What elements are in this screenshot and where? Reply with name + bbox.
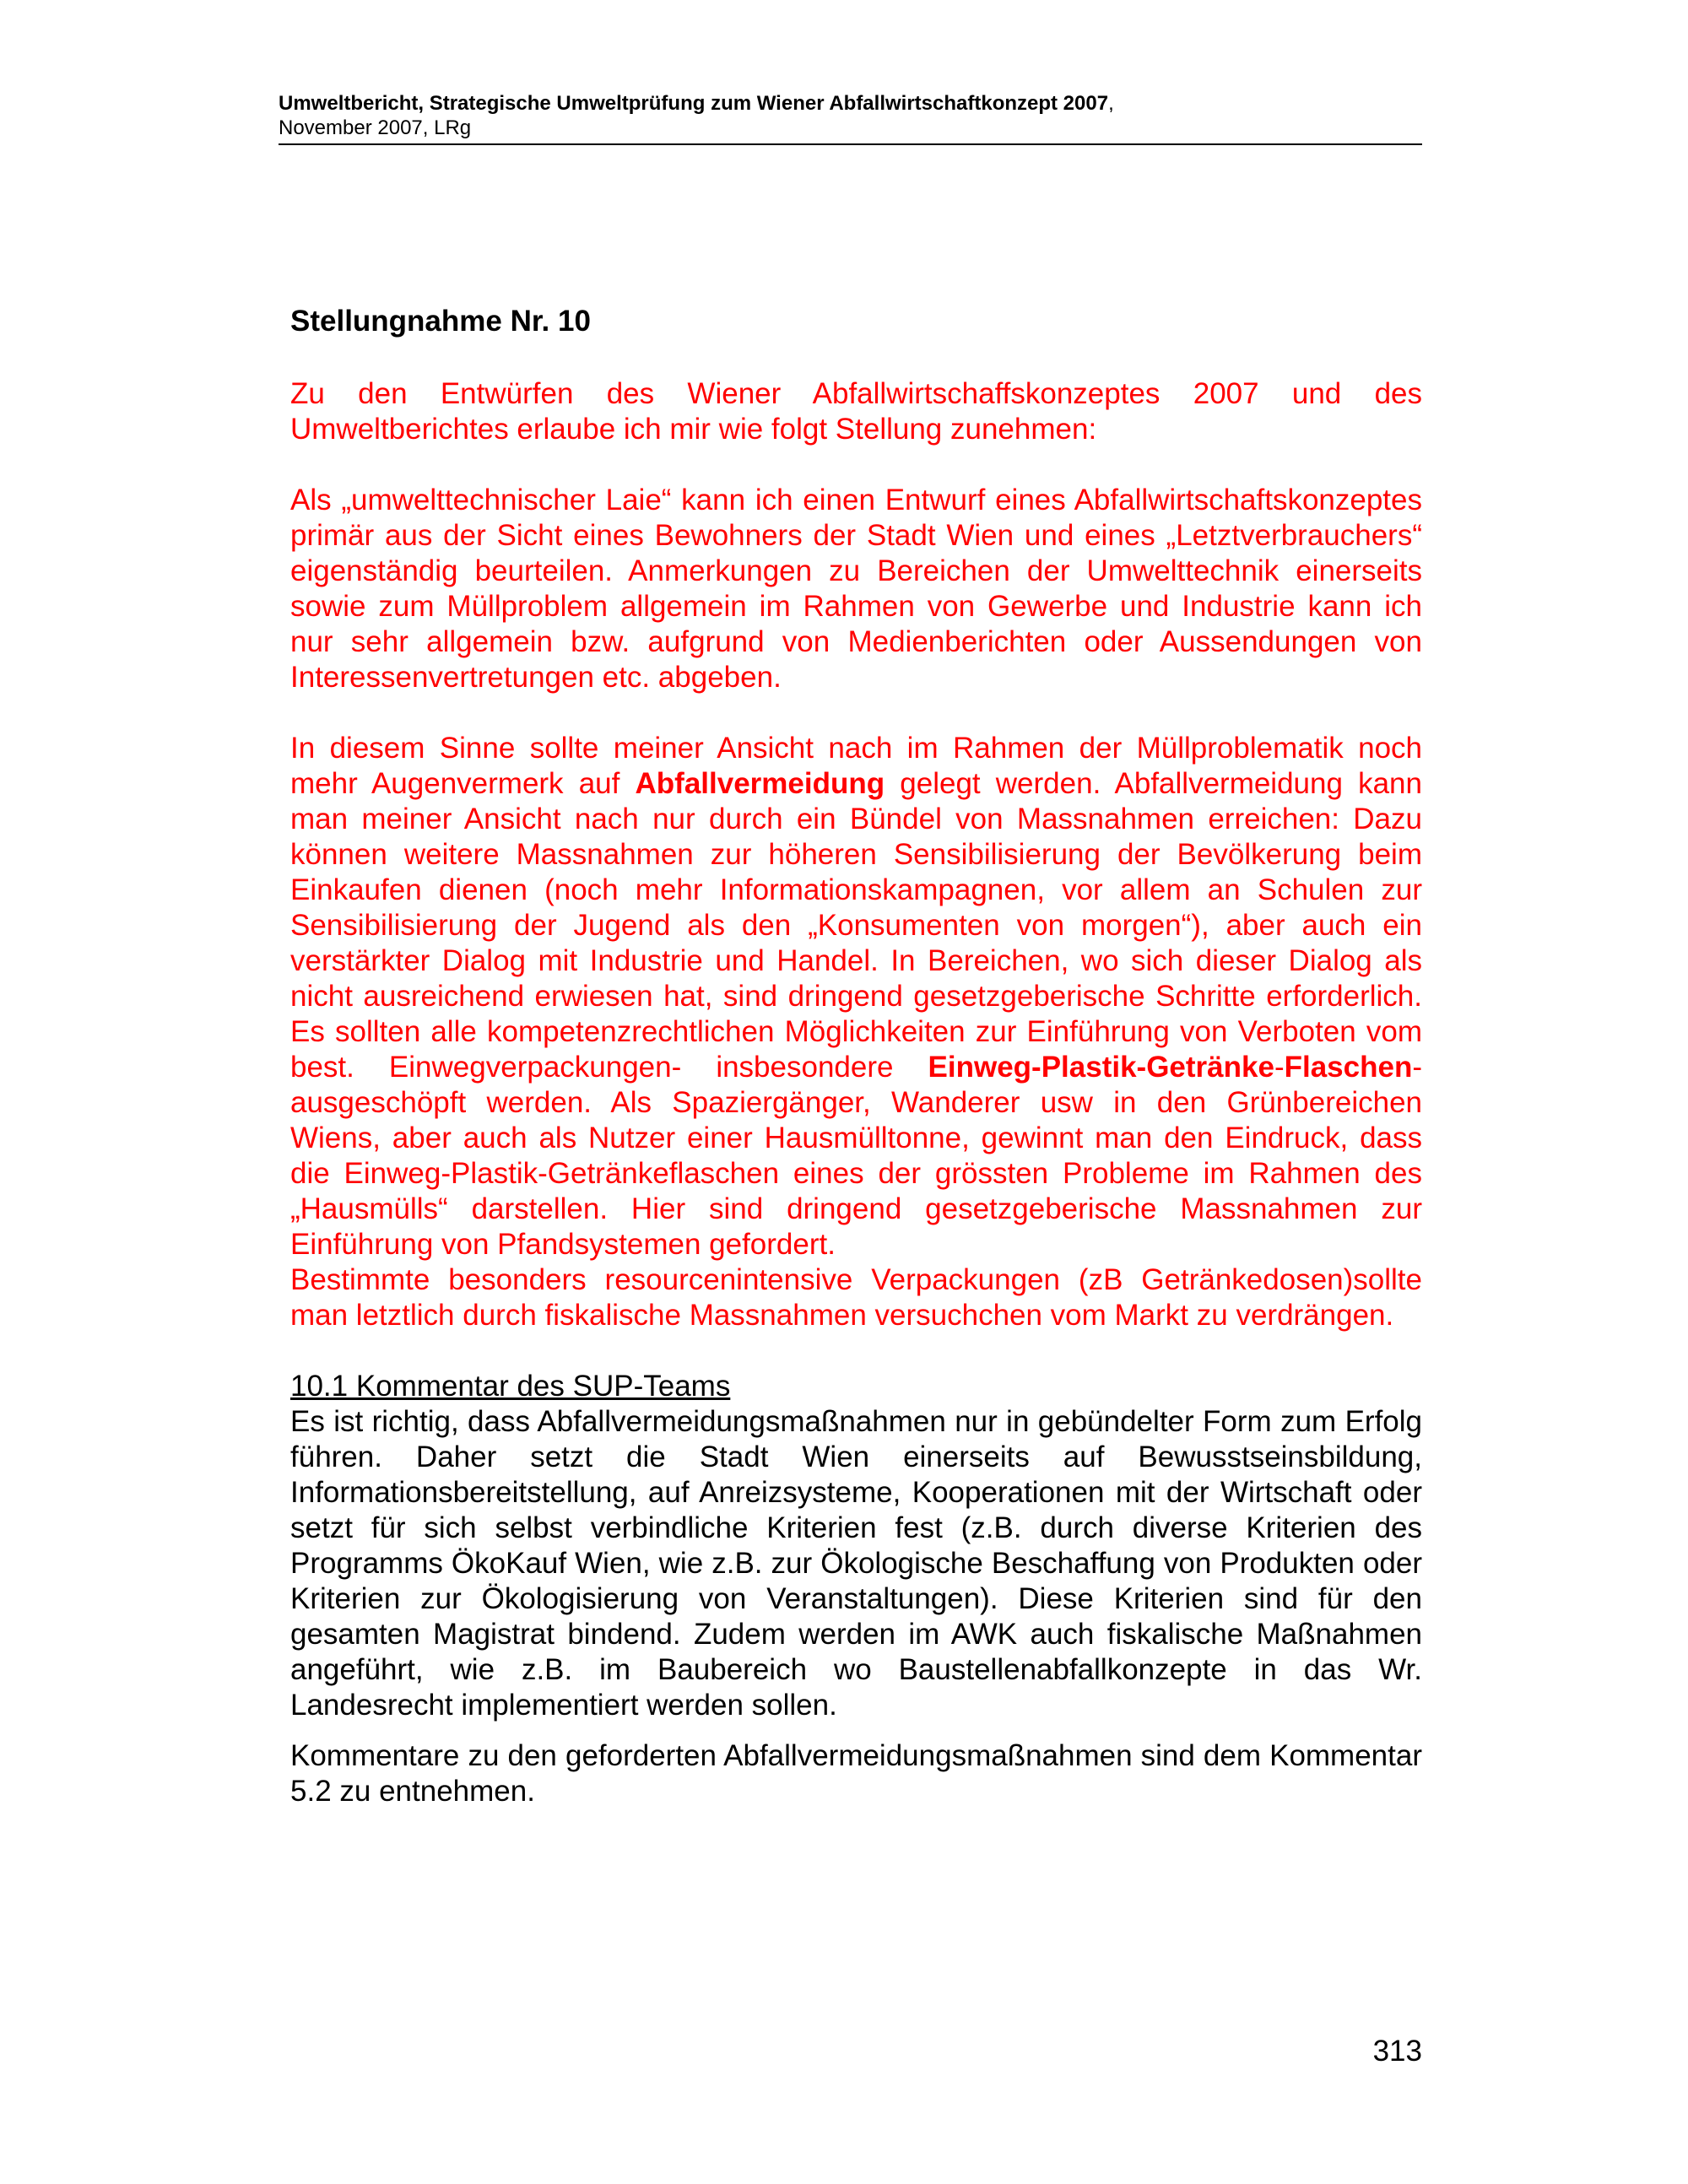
statement-paragraph-3	[290, 731, 1422, 1262]
statement-paragraph-3-part-a: In diesem Sinne sollte meiner Ansicht nach im Rahmen der Müllproblematik noch mehr Augenvermerk auf	[290, 732, 1422, 800]
comment-heading: 10.1 Kommentar des SUP-Teams	[290, 1370, 731, 1403]
page-number: 313	[1372, 2035, 1422, 2068]
comment-paragraph-1: Es ist richtig, dass Abfallvermeidungsmaßnahmen nur in gebündelter Form zum Erfolg führen. Daher setzt die Stadt Wien einerseits auf Bewusstseinsbildung, Informationsbereitstellung, auf Anreizsysteme, Kooperationen mit der Wirtschaft oder setzt für sich selbst verbindliche Kriterien fest (z.B. durch diverse Kriterien des Programms ÖkoKauf Wien, wie z.B. zur Ökologische Beschaffung von Produkten oder Kriterien zur Ökologisierung von Veranstaltungen). Diese Kriterien sind für den gesamten Magistrat bindend. Zudem werden im AWK auch fiskalische Maßnahmen angeführt, wie z.B. im Baubereich wo Baustellenabfallkonzepte in das Wr. Landesrecht implementiert werden sollen.	[290, 1405, 1422, 1722]
section-title: Stellungnahme Nr. 10	[290, 305, 591, 338]
statement-paragraph-4: Bestimmte besonders resourcenintensive Verpackungen (zB Getränkedosen)sollte man letztlich durch fiskalische Massnahmen versuchchen vom Markt zu verdrängen.	[290, 1263, 1422, 1332]
statement-paragraph-2: Als „umwelttechnischer Laie“ kann ich einen Entwurf eines Abfallwirtschaftskonzeptes primär aus der Sicht eines Bewohners der Stadt Wien und eines „Letztverbrauchers“ eigenständig beurteilen. Anmerkungen zu Bereichen der Umwelttechnik einerseits sowie zum Müllproblem allgemein im Rahmen von Gewerbe und Industrie kann ich nur sehr allgemein bzw. aufgrund von Medienberichten oder Aussendungen von Interessenvertretungen etc. abgeben.	[290, 484, 1422, 694]
page-header	[279, 91, 1422, 145]
statement-paragraph-1: Zu den Entwürfen des Wiener Abfallwirtschaffskonzeptes 2007 und des Umweltberichtes erlaube ich mir wie folgt Stellung zunehmen:	[290, 377, 1422, 446]
comment-paragraph-2: Kommentare zu den geforderten Abfallvermeidungsmaßnahmen sind dem Kommentar 5.2 zu entnehmen.	[290, 1739, 1422, 1808]
header-date-line: November 2007, LRg	[279, 116, 472, 139]
statement-paragraph-3-part-c: -	[1274, 1051, 1285, 1084]
emphasis-flaschen: Flaschen	[1284, 1051, 1413, 1084]
header-title-tail: ,	[1108, 92, 1114, 115]
header-title-line	[279, 91, 1422, 116]
statement-paragraph-3-part-d: - ausgeschöpft werden. Als Spaziergänger, Wanderer usw in den Grünbereichen Wiens, aber auch als Nutzer einer Hausmülltonne, gewinnt man den Eindruck, dass die Einweg-Plastik-Getränkeflaschen eines der grössten Probleme im Rahmen des „Hausmülls“ darstellen. Hier sind dringend gesetzgeberische Massnahmen zur Einführung von Pfandsystemen gefordert.	[290, 1051, 1422, 1261]
header-title: Umweltbericht, Strategische Umweltprüfung zum Wiener Abfallwirtschaftkonzept 2007	[279, 92, 1109, 115]
emphasis-einweg-plastik-getraenke: Einweg-Plastik-Getränke	[928, 1051, 1274, 1084]
document-body	[290, 304, 1422, 1809]
emphasis-abfallvermeidung: Abfallvermeidung	[635, 767, 885, 800]
statement-paragraph-3-part-b: gelegt werden. Abfallvermeidung kann man meiner Ansicht nach nur durch ein Bündel von Massnahmen erreichen: Dazu können weitere Massnahmen zur höheren Sensibilisierung der Bevölkerung beim Einkaufen dienen (noch mehr Informationskampagnen, vor allem an Schulen zur Sensibilisierung der Jugend als den „Konsumenten von morgen“), aber auch ein verstärkter Dialog mit Industrie und Handel. In Bereichen, wo sich dieser Dialog als nicht ausreichend erwiesen hat, sind dringend gesetzgeberische Schritte erforderlich. Es sollten alle kompetenzrechtlichen Möglichkeiten zur Einführung von Verboten vom best. Einwegverpackungen- insbesondere	[290, 767, 1422, 1084]
